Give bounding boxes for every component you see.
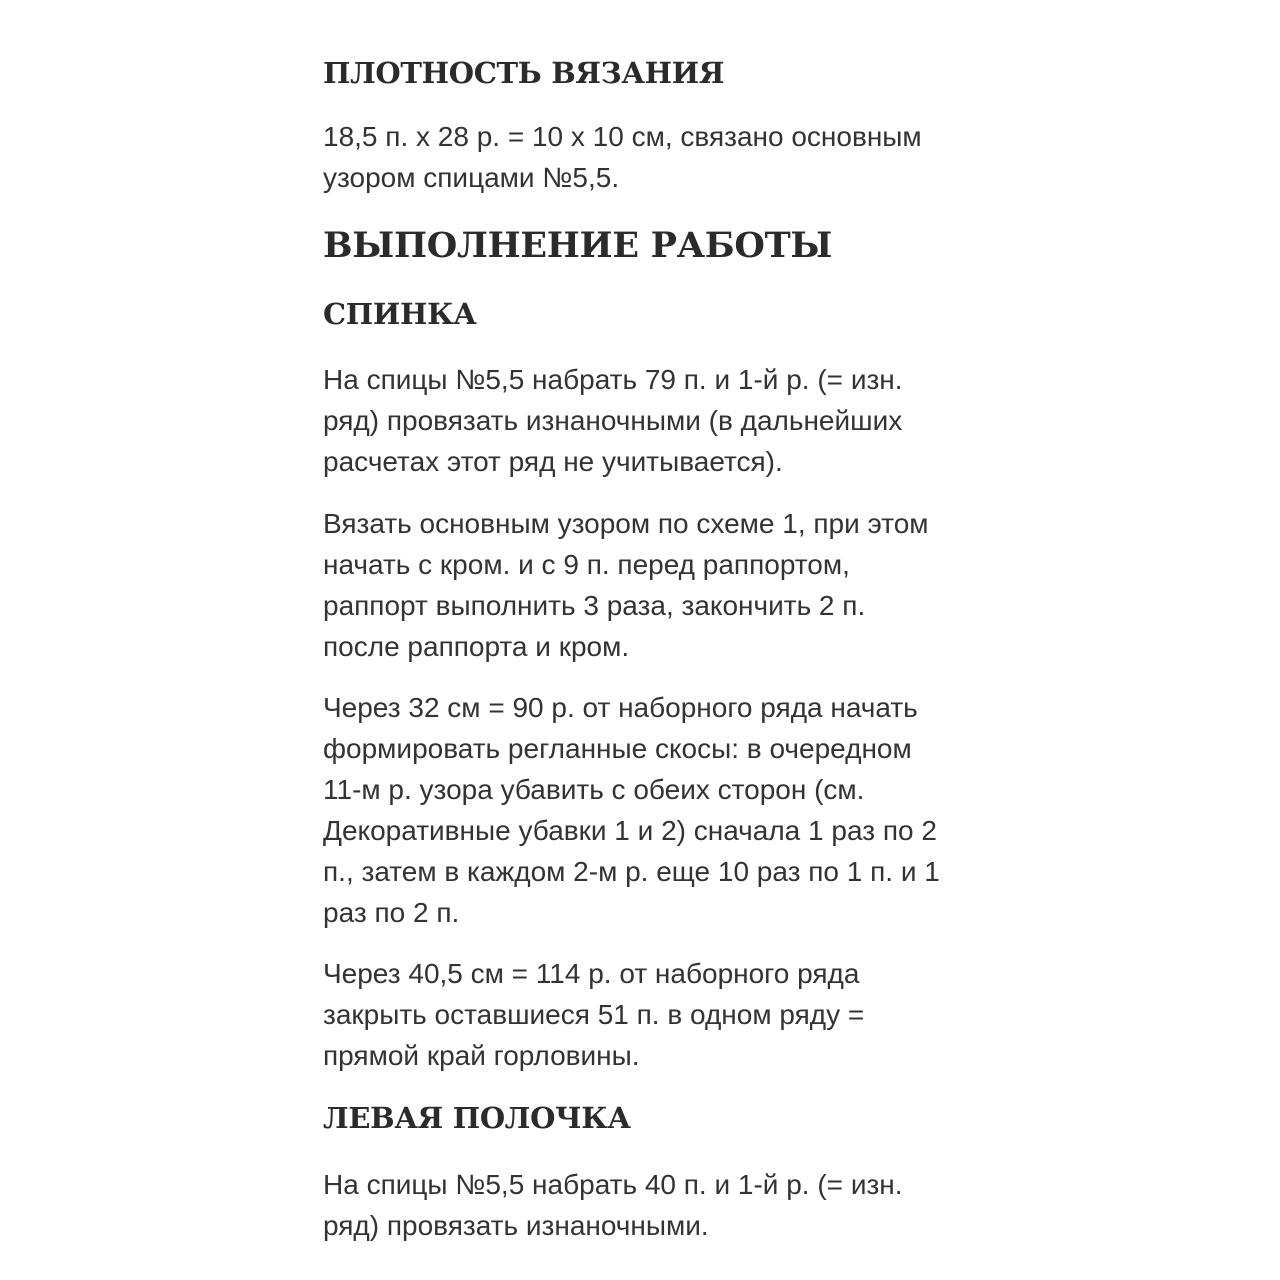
left-front-heading: ЛЕВАЯ ПОЛОЧКА (323, 1101, 631, 1135)
paragraph-line: Через 32 см = 90 р. от наборного ряда начать (323, 692, 918, 723)
paragraph-line: ряд) провязать изнаночными (в дальнейших (323, 405, 903, 436)
paragraph-line: ряд) провязать изнаночными. (323, 1210, 709, 1241)
left-front-paragraph-cast-on (323, 1164, 963, 1246)
paragraph-line: после раппорта и кром. (323, 631, 630, 662)
paragraph-line: п., затем в каждом 2-м р. еще 10 раз по 1 п. и 1 (323, 856, 940, 887)
paragraph-line: Через 40,5 см = 114 р. от наборного ряда (323, 958, 860, 989)
paragraph-line: прямой край горловины. (323, 1040, 640, 1071)
gauge-paragraph (323, 116, 963, 198)
paragraph-line: На спицы №5,5 набрать 40 п. и 1-й р. (= изн. (323, 1169, 903, 1200)
paragraph-line: раппорт выполнить 3 раза, закончить 2 п. (323, 590, 866, 621)
paragraph-line: узором спицами №5,5. (323, 162, 620, 193)
paragraph-line: 11-м р. узора убавить с обеих сторон (см. (323, 774, 865, 805)
paragraph-line: раз по 2 п. (323, 897, 460, 928)
paragraph-line: закрыть оставшиеся 51 п. в одном ряду = (323, 999, 865, 1030)
back-paragraph-bind-off (323, 953, 963, 1076)
paragraph-line: Вязать основным узором по схеме 1, при этом (323, 508, 929, 539)
work-heading: ВЫПОЛНЕНИЕ РАБОТЫ (323, 225, 833, 266)
back-paragraph-raglan (323, 687, 963, 933)
back-paragraph-cast-on (323, 359, 963, 482)
paragraph-line: На спицы №5,5 набрать 79 п. и 1-й р. (= изн. (323, 364, 903, 395)
paragraph-line: расчетах этот ряд не учитывается). (323, 446, 783, 477)
paragraph-line: 18,5 п. х 28 р. = 10 х 10 см, связано основным (323, 121, 922, 152)
gauge-heading: ПЛОТНОСТЬ ВЯЗАНИЯ (323, 56, 725, 90)
paragraph-line: Декоративные убавки 1 и 2) сначала 1 раз по 2 (323, 815, 937, 846)
back-paragraph-pattern (323, 503, 963, 667)
back-heading: СПИНКА (323, 297, 477, 331)
paragraph-line: формировать регланные скосы: в очередном (323, 733, 912, 764)
paragraph-line: начать с кром. и с 9 п. перед раппортом, (323, 549, 850, 580)
